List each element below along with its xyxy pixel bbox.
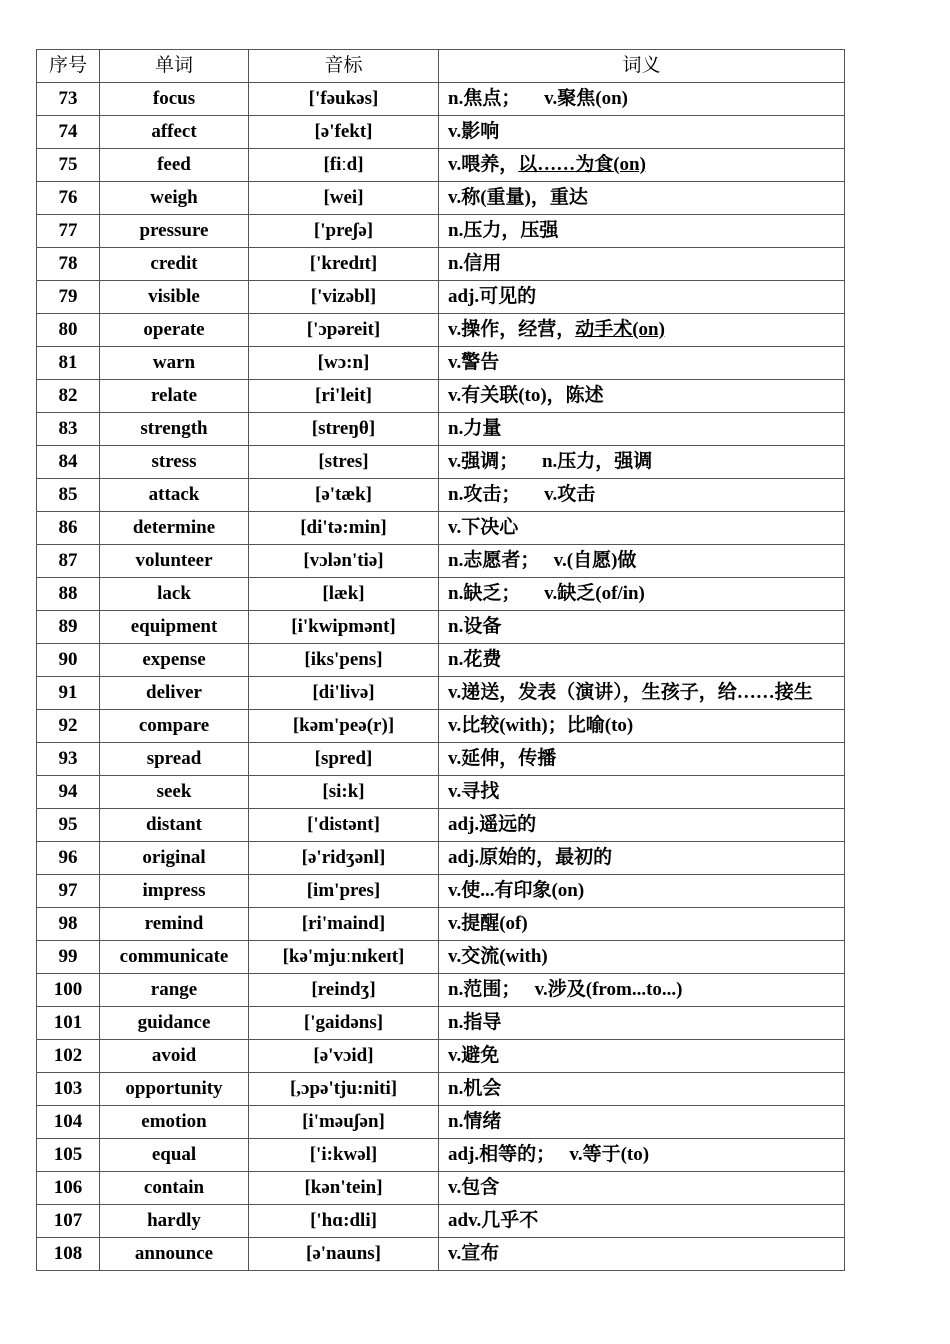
table-row (37, 413, 845, 446)
cell-word: stress (100, 446, 249, 479)
cell-index: 93 (37, 743, 100, 776)
cell-meaning (439, 1007, 845, 1040)
cell-meaning (439, 281, 845, 314)
cell-meaning (439, 677, 845, 710)
cell-word: relate (100, 380, 249, 413)
meaning-text: n.志愿者； v.(自愿)做 (448, 550, 637, 571)
cell-meaning (439, 578, 845, 611)
cell-word: expense (100, 644, 249, 677)
cell-index: 90 (37, 644, 100, 677)
table-row (37, 908, 845, 941)
table-row (37, 776, 845, 809)
table-row (37, 545, 845, 578)
cell-phonetic: [ə'vɔid] (249, 1040, 439, 1073)
cell-index: 89 (37, 611, 100, 644)
cell-meaning (439, 644, 845, 677)
cell-phonetic: [ə'nauns] (249, 1238, 439, 1271)
cell-word: remind (100, 908, 249, 941)
meaning-text: v.延伸，传播 (448, 748, 557, 769)
table-row (37, 1073, 845, 1106)
cell-phonetic: [reindʒ] (249, 974, 439, 1007)
cell-phonetic: [si:k] (249, 776, 439, 809)
cell-phonetic: [ə'tæk] (249, 479, 439, 512)
cell-meaning (439, 1205, 845, 1238)
cell-word: announce (100, 1238, 249, 1271)
cell-word: guidance (100, 1007, 249, 1040)
cell-index: 75 (37, 149, 100, 182)
cell-index: 98 (37, 908, 100, 941)
meaning-text: v.喂养， (448, 154, 519, 175)
cell-meaning (439, 413, 845, 446)
cell-phonetic: [i'kwipmənt] (249, 611, 439, 644)
meaning-text: n.设备 (448, 616, 502, 637)
table-row (37, 710, 845, 743)
table-row (37, 479, 845, 512)
cell-index: 73 (37, 83, 100, 116)
cell-word: strength (100, 413, 249, 446)
cell-word: warn (100, 347, 249, 380)
cell-meaning (439, 908, 845, 941)
cell-index: 83 (37, 413, 100, 446)
cell-phonetic: [streŋθ] (249, 413, 439, 446)
cell-meaning (439, 1139, 845, 1172)
meaning-text: adj.遥远的 (448, 814, 537, 835)
cell-phonetic: [di'livə] (249, 677, 439, 710)
header-word: 单词 (100, 50, 249, 83)
cell-index: 107 (37, 1205, 100, 1238)
cell-word: pressure (100, 215, 249, 248)
table-row (37, 512, 845, 545)
cell-meaning (439, 941, 845, 974)
cell-word: operate (100, 314, 249, 347)
cell-index: 102 (37, 1040, 100, 1073)
table-row (37, 446, 845, 479)
cell-meaning (439, 248, 845, 281)
meaning-text: v.比较(with)；比喻(to) (448, 715, 634, 736)
table-row (37, 1238, 845, 1271)
cell-meaning (439, 1040, 845, 1073)
table-row (37, 1007, 845, 1040)
cell-meaning (439, 116, 845, 149)
header-meaning: 词义 (439, 50, 845, 83)
header-phonetic: 音标 (249, 50, 439, 83)
cell-index: 79 (37, 281, 100, 314)
cell-meaning (439, 842, 845, 875)
cell-word: weigh (100, 182, 249, 215)
meaning-text: n.信用 (448, 253, 502, 274)
cell-index: 96 (37, 842, 100, 875)
cell-phonetic: [iks'pens] (249, 644, 439, 677)
cell-word: avoid (100, 1040, 249, 1073)
meaning-underlined-text: 动手术(on) (575, 319, 665, 340)
cell-word: affect (100, 116, 249, 149)
cell-word: impress (100, 875, 249, 908)
cell-word: feed (100, 149, 249, 182)
meaning-text: n.花费 (448, 649, 502, 670)
cell-word: seek (100, 776, 249, 809)
cell-index: 94 (37, 776, 100, 809)
cell-word: communicate (100, 941, 249, 974)
cell-index: 80 (37, 314, 100, 347)
cell-index: 87 (37, 545, 100, 578)
header-row (37, 50, 845, 83)
cell-index: 100 (37, 974, 100, 1007)
cell-word: hardly (100, 1205, 249, 1238)
cell-meaning (439, 215, 845, 248)
cell-index: 82 (37, 380, 100, 413)
table-row (37, 974, 845, 1007)
table-row (37, 1205, 845, 1238)
cell-word: spread (100, 743, 249, 776)
table-row (37, 314, 845, 347)
cell-word: opportunity (100, 1073, 249, 1106)
cell-meaning (439, 611, 845, 644)
meaning-text: n.焦点； v.聚焦(on) (448, 88, 628, 109)
table-body (37, 83, 845, 1271)
cell-index: 101 (37, 1007, 100, 1040)
cell-word: deliver (100, 677, 249, 710)
cell-word: equal (100, 1139, 249, 1172)
cell-phonetic: [spred] (249, 743, 439, 776)
table-row (37, 842, 845, 875)
cell-word: range (100, 974, 249, 1007)
meaning-text: n.压力，压强 (448, 220, 559, 241)
cell-phonetic: [ə'fekt] (249, 116, 439, 149)
meaning-underlined-text: 以……为食(on) (518, 154, 646, 175)
table-row (37, 941, 845, 974)
cell-meaning (439, 710, 845, 743)
cell-phonetic: [ri'maind] (249, 908, 439, 941)
cell-phonetic: [kəm'peə(r)] (249, 710, 439, 743)
cell-index: 85 (37, 479, 100, 512)
cell-phonetic: [,ɔpə'tju:niti] (249, 1073, 439, 1106)
cell-meaning (439, 545, 845, 578)
table-row (37, 644, 845, 677)
table-row (37, 149, 845, 182)
cell-meaning (439, 1238, 845, 1271)
cell-meaning (439, 182, 845, 215)
cell-meaning (439, 1073, 845, 1106)
cell-phonetic: ['preʃə] (249, 215, 439, 248)
cell-meaning (439, 875, 845, 908)
meaning-text: n.情绪 (448, 1111, 502, 1132)
cell-word: volunteer (100, 545, 249, 578)
cell-word: visible (100, 281, 249, 314)
table-row (37, 1139, 845, 1172)
cell-meaning (439, 809, 845, 842)
cell-phonetic: ['vizəbl] (249, 281, 439, 314)
cell-word: original (100, 842, 249, 875)
cell-phonetic: [læk] (249, 578, 439, 611)
meaning-text: adj.原始的，最初的 (448, 847, 613, 868)
cell-meaning (439, 83, 845, 116)
cell-meaning (439, 1172, 845, 1205)
meaning-text: n.指导 (448, 1012, 502, 1033)
cell-word: credit (100, 248, 249, 281)
cell-word: emotion (100, 1106, 249, 1139)
cell-index: 92 (37, 710, 100, 743)
cell-phonetic: [fiːd] (249, 149, 439, 182)
cell-phonetic: [di'tə:min] (249, 512, 439, 545)
cell-phonetic: [ə'ridʒənl] (249, 842, 439, 875)
cell-phonetic: [wei] (249, 182, 439, 215)
cell-index: 99 (37, 941, 100, 974)
cell-phonetic: ['kredɪt] (249, 248, 439, 281)
meaning-text: v.影响 (448, 121, 500, 142)
cell-index: 108 (37, 1238, 100, 1271)
cell-index: 76 (37, 182, 100, 215)
cell-phonetic: [vɔlən'tiə] (249, 545, 439, 578)
meaning-text: v.警告 (448, 352, 500, 373)
cell-phonetic: [stres] (249, 446, 439, 479)
cell-phonetic: [kə'mjuːnɪkeɪt] (249, 941, 439, 974)
table-row (37, 611, 845, 644)
cell-index: 97 (37, 875, 100, 908)
table-row (37, 182, 845, 215)
meaning-text: v.使...有印象(on) (448, 880, 585, 901)
meaning-text: n.机会 (448, 1078, 502, 1099)
cell-phonetic: ['gaidəns] (249, 1007, 439, 1040)
cell-meaning (439, 512, 845, 545)
meaning-text: v.宣布 (448, 1243, 500, 1264)
cell-phonetic: [ri'leit] (249, 380, 439, 413)
table-row (37, 281, 845, 314)
meaning-text: v.提醒(of) (448, 913, 528, 934)
cell-index: 78 (37, 248, 100, 281)
cell-meaning (439, 974, 845, 1007)
table-row (37, 677, 845, 710)
meaning-text: v.强调； n.压力，强调 (448, 451, 653, 472)
table-row (37, 215, 845, 248)
cell-index: 88 (37, 578, 100, 611)
header-index: 序号 (37, 50, 100, 83)
cell-index: 95 (37, 809, 100, 842)
cell-phonetic: ['fəukəs] (249, 83, 439, 116)
cell-phonetic: [wɔ:n] (249, 347, 439, 380)
cell-phonetic: ['distənt] (249, 809, 439, 842)
cell-index: 77 (37, 215, 100, 248)
table-row (37, 1040, 845, 1073)
table-row (37, 809, 845, 842)
cell-index: 84 (37, 446, 100, 479)
cell-index: 86 (37, 512, 100, 545)
cell-word: compare (100, 710, 249, 743)
meaning-text: adv.几乎不 (448, 1210, 539, 1231)
cell-meaning (439, 380, 845, 413)
table-row (37, 875, 845, 908)
cell-index: 104 (37, 1106, 100, 1139)
meaning-text: v.包含 (448, 1177, 500, 1198)
meaning-text: n.攻击； v.攻击 (448, 484, 596, 505)
meaning-text: v.称(重量)，重达 (448, 187, 588, 208)
cell-word: distant (100, 809, 249, 842)
meaning-text: n.缺乏； v.缺乏(of/in) (448, 583, 645, 604)
table-row (37, 380, 845, 413)
cell-meaning (439, 776, 845, 809)
cell-meaning (439, 347, 845, 380)
cell-phonetic: ['ɔpəreit] (249, 314, 439, 347)
table-row (37, 1172, 845, 1205)
cell-index: 106 (37, 1172, 100, 1205)
table-row (37, 578, 845, 611)
cell-word: equipment (100, 611, 249, 644)
cell-phonetic: [kən'tein] (249, 1172, 439, 1205)
cell-phonetic: [im'pres] (249, 875, 439, 908)
table-row (37, 248, 845, 281)
cell-index: 103 (37, 1073, 100, 1106)
meaning-text: v.下决心 (448, 517, 519, 538)
cell-meaning (439, 479, 845, 512)
meaning-text: v.操作，经营， (448, 319, 576, 340)
meaning-text: v.递送，发表（演讲），生孩子，给……接生 (448, 682, 813, 703)
table-row (37, 116, 845, 149)
cell-meaning (439, 1106, 845, 1139)
cell-index: 74 (37, 116, 100, 149)
cell-word: focus (100, 83, 249, 116)
table-header (37, 50, 845, 83)
table-row (37, 83, 845, 116)
cell-index: 81 (37, 347, 100, 380)
meaning-text: n.力量 (448, 418, 502, 439)
cell-phonetic: [i'məuʃən] (249, 1106, 439, 1139)
meaning-text: adj.相等的； v.等于(to) (448, 1144, 650, 1165)
cell-word: contain (100, 1172, 249, 1205)
cell-phonetic: ['i:kwəl] (249, 1139, 439, 1172)
cell-meaning (439, 743, 845, 776)
table-row (37, 347, 845, 380)
cell-word: lack (100, 578, 249, 611)
meaning-text: v.有关联(to)，陈述 (448, 385, 604, 406)
meaning-text: n.范围； v.涉及(from...to...) (448, 979, 683, 1000)
cell-meaning (439, 446, 845, 479)
vocabulary-table (36, 49, 845, 1271)
cell-meaning (439, 314, 845, 347)
cell-word: attack (100, 479, 249, 512)
table-row (37, 743, 845, 776)
meaning-text: v.交流(with) (448, 946, 548, 967)
meaning-text: adj.可见的 (448, 286, 537, 307)
cell-index: 91 (37, 677, 100, 710)
table-row (37, 1106, 845, 1139)
cell-index: 105 (37, 1139, 100, 1172)
meaning-text: v.寻找 (448, 781, 500, 802)
cell-meaning (439, 149, 845, 182)
cell-phonetic: ['hɑ:dli] (249, 1205, 439, 1238)
cell-word: determine (100, 512, 249, 545)
meaning-text: v.避免 (448, 1045, 500, 1066)
